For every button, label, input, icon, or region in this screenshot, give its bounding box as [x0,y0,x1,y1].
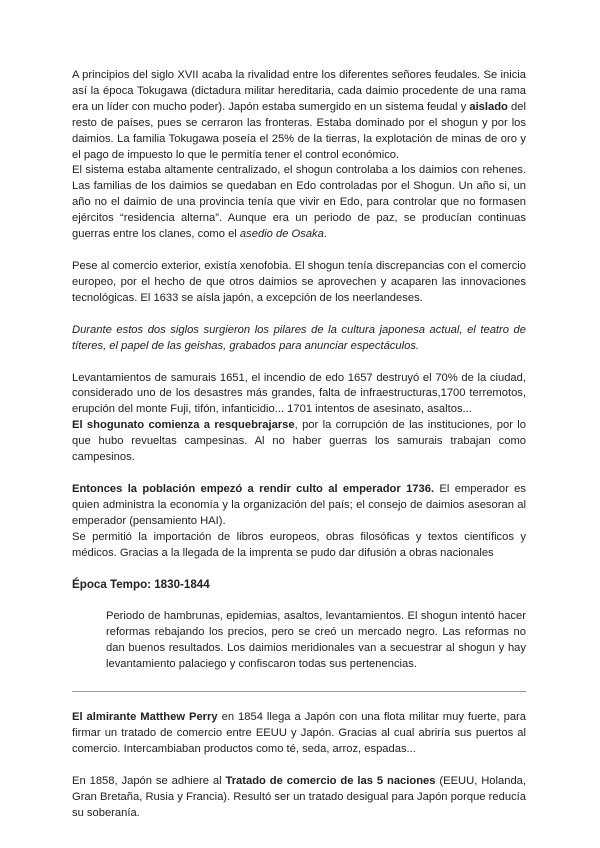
paragraph-perry [72,710,526,758]
text: . [323,228,327,241]
paragraph-tratado [72,774,526,822]
paragraph-cultura: Durante estos dos siglos surgieron los pilares de la cultura japonesa actual, el teatro de títeres, el papel de las geishas, grabados para anunciar espectáculos. [72,323,526,352]
section-heading: Época Tempo: 1830-1844 [72,578,210,592]
bold-text: El shogunato comienza a resquebrajarse [72,419,295,432]
text: (EEUU, Holanda, Gran Bretaña, Rusia y Francia). Resultó ser un tratado desigual para Japón porque reducía su soberanía. [72,774,527,819]
paragraph-importacion: Se permitió la importación de libros europeos, obras filosóficas y textos científicos y médicos. Gracias a la llegada de la imprenta se pudo dar difusión a obras nacionales [72,530,526,559]
paragraph-centralizado [72,163,526,243]
paragraph-emperador [72,482,526,530]
text: El sistema estaba altamente centralizado, el shogun controlaba a los daimios con rehenes. Las familias de los daimios se quedaban en Edo controladas por el Shogun. Un año si, un año no el daimio de una provincia tenía que vivir en Edo, para controlar que no formasen ejércitos “residencia alterna”. Aunque era un periodo de paz, se producían continuas guerras entre los clanes, como el [72,164,526,241]
paragraph-levantamientos: Levantamientos de samurais 1651, el incendio de edo 1657 destruyó el 70% de la ciudad, considerado uno de los desastres más grandes, falta de infraestructuras,1700 terremotos, erupción del monte Fuji, tifón, infanticidio... 1701 intentos de asesinato, asaltos... [72,371,526,416]
bold-text: Entonces la población empezó a rendir culto al emperador 1736. [72,482,435,495]
paragraph-tokugawa [72,68,526,163]
text: El emperador es quien administra la economía y la organización del país; el consejo de daimios asesoran al emperador (pensamiento HAI). [72,482,526,527]
text: , por la corrupción de las instituciones, por lo que hubo revueltas campesinas. Al no haber guerras los samurais trabajan como campesinos. [72,419,526,464]
paragraph-xenofobia: Pese al comercio exterior, existía xenofobia. El shogun tenía discrepancias con el comercio europeo, por el hecho de que otros daimios se aprovechen y acaparen las innovaciones tecnológicas. El 1633 se aísla japón, a excepción de los neerlandeses. [72,259,526,304]
paragraph-tempo: Periodo de hambrunas, epidemias, asaltos, levantamientos. El shogun intentó hacer reformas rebajando los precios, pero se creó un mercado negro. Las reformas no dan buenos resultados. Los daimios meridionales van a secuestrar al shogun y hay levantamiento palaciego y confiscaron todas sus pertenencias. [106,610,526,671]
text: A principios del siglo XVII acaba la rivalidad entre los diferentes señores feudales. Se inicia así la época Tokugawa (dictadura militar hereditaria, cada daimio procedente de una rama era un líder con mucho poder). Japón estaba sumergido en un sistema feudal y [72,69,526,113]
bold-text: aislado [469,100,508,113]
text: en 1854 llega a Japón con una flota militar muy fuerte, para firmar un tratado de comercio entre EEUU y Japón. Gracias al cual abriría sus puertos al comercio. Intercambiaban productos como té, seda, arroz, espadas... [72,711,526,755]
bold-text: El almirante Matthew Perry [72,711,218,723]
text: del resto de países, pues se cerraron las fronteras. Estaba dominado por el shogun y por los daimios. La familia Tokugawa poseía el 25% de la tierras, la explotación de minas de oro y el pago de impuesto lo que le permitía tener el control económico. [72,100,526,161]
italic-text: asedio de Osaka [239,228,324,241]
bold-text: Tratado de comercio de las 5 naciones [225,774,436,787]
document-page [72,68,526,821]
paragraph-shogunato [72,418,526,466]
text: En 1858, Japón se adhiere al [72,774,226,787]
horizontal-divider [72,691,526,692]
